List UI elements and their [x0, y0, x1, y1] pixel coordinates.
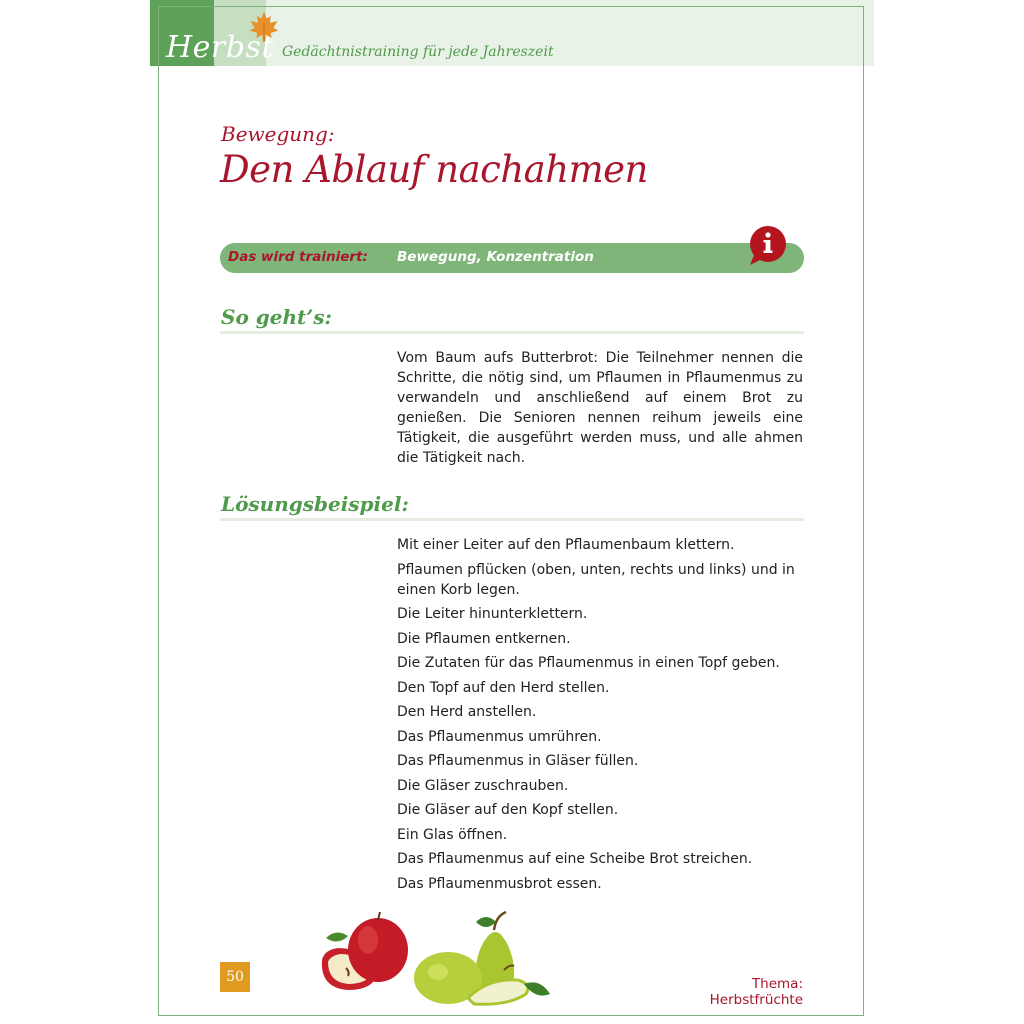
list-item: Die Gläser auf den Kopf stellen.	[397, 802, 619, 818]
list-item: Das Pflaumenmusbrot essen.	[397, 875, 602, 892]
apples-and-pears-illustration	[318, 908, 558, 1008]
info-icon	[748, 225, 788, 267]
solution-heading: Lösungsbeispiel:	[221, 492, 409, 516]
training-label: Das wird trainiert:	[228, 249, 368, 265]
list-item: Die Zutaten für das Pflaumenmus in einen Topf geben.	[397, 655, 780, 671]
exercise-category: Bewegung:	[221, 122, 335, 146]
list-item: Mit einer Leiter auf den Pflaumenbaum klettern.	[397, 537, 735, 553]
solution-body	[397, 535, 803, 898]
page-number: 50	[220, 962, 250, 992]
solution-divider	[220, 518, 804, 521]
apple-icon	[348, 912, 408, 982]
list-item: Ein Glas öffnen.	[397, 826, 508, 843]
page-title: Den Ablauf nachahmen	[220, 148, 648, 191]
maple-leaf-icon	[247, 10, 281, 44]
instructions-heading: So geht’s:	[221, 305, 332, 329]
season-label: Herbst	[166, 30, 274, 65]
list-item: Das Pflaumenmus umrühren.	[397, 728, 602, 745]
list-item: Pflaumen pflücken (oben, unten, rechts und links) und in einen Korb legen.	[397, 561, 795, 598]
list-item: Den Topf auf den Herd stellen.	[397, 679, 610, 696]
list-item: Die Gläser zuschrauben.	[397, 777, 569, 794]
instructions-text: Vom Baum aufs Butterbrot: Die Teilnehmer nennen die Schritte, die nötig sind, um Pflaumen in Pflaumenmus zu verwandeln und anschließend auf einem Brot zu genießen. Die Senioren nennen reihum jeweils eine Tätigkeit, die ausgeführt werden muss, und alle ahmen die Tätigkeit nach.	[397, 350, 803, 466]
training-value: Bewegung, Konzentration	[397, 249, 594, 265]
instructions-divider	[220, 331, 804, 334]
list-item: Die Pflaumen entkernen.	[397, 630, 571, 647]
header-subtitle: Gedächtnistraining für jede Jahreszeit	[282, 44, 554, 60]
solution-steps	[397, 535, 803, 894]
list-item: Das Pflaumenmus in Gläser füllen.	[397, 753, 639, 769]
list-item: Die Leiter hinunterklettern.	[397, 606, 588, 622]
list-item: Das Pflaumenmus auf eine Scheibe Brot streichen.	[397, 851, 753, 867]
list-item: Den Herd anstellen.	[397, 704, 537, 720]
theme-label: Thema: Herbstfrüchte	[709, 976, 803, 1008]
instructions-body	[397, 348, 803, 468]
